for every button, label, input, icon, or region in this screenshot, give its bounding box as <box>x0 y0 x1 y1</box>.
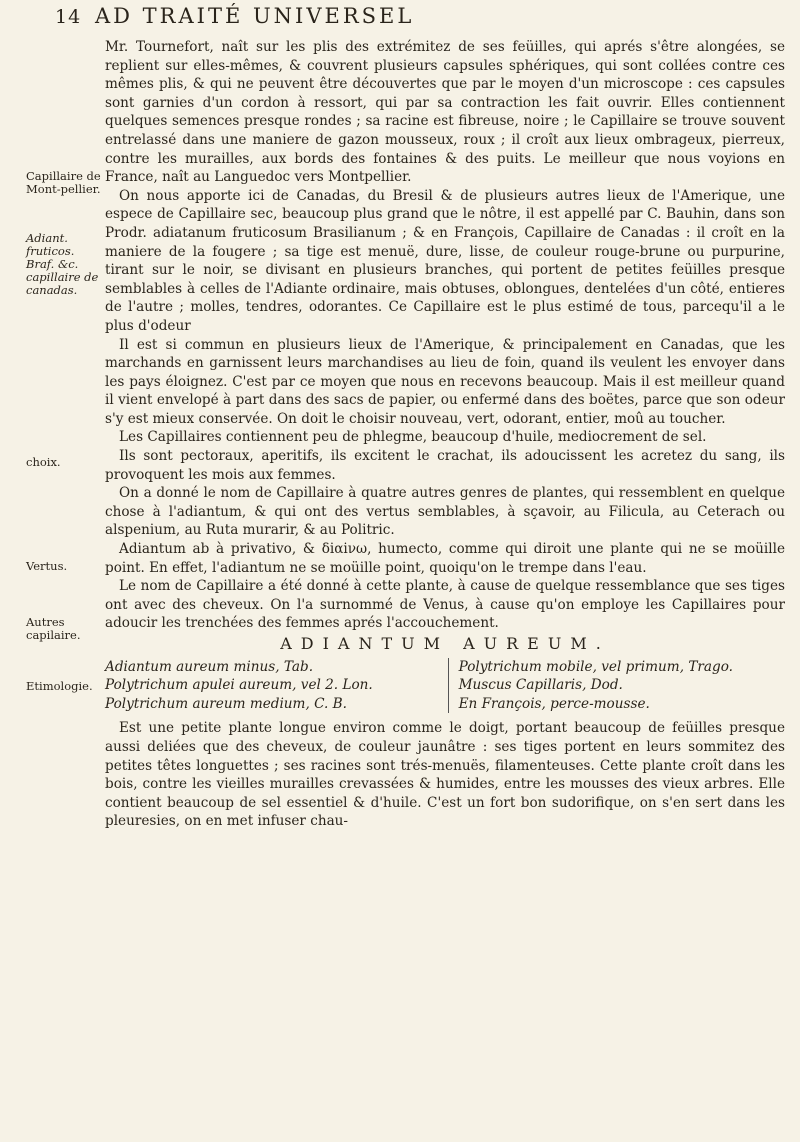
paragraph: Les Capillaires contiennent peu de phlegme, beaucoup d'huile, mediocrement de sel. <box>119 429 707 446</box>
paragraph: Le nom de Capillaire a été donné à cette plante, à cause de quelque ressemblance que ses tiges ont avec des cheveux. On l'a surnommé de Venus, à cause qu'on employe les Capillaires pour adoucir les trenchées des femmes aprés l'accouchement. <box>105 578 785 632</box>
synonym: En François, perce-mousse. <box>458 695 650 712</box>
synonyms <box>105 658 785 714</box>
page-header <box>55 4 775 34</box>
margin-note-autres: Autres capilaire. <box>26 615 81 642</box>
synonym: Muscus Capillaris, Dod. <box>458 677 623 694</box>
synonym: Adiantum aureum minus, Tab. <box>105 658 314 675</box>
closing-paragraph: Est une petite plante longue environ comme le doigt, portant beaucoup de feüilles presque aussi deliées que des cheveux, de couleur jaunâtre : ses tiges portent en leurs sommitez des petites têtes longuettes ; ses racines sont trés-menuës, filamenteuses. Cette plante croît dans les bois, contre les vieilles murailles crevassées & humides, entre les mousses des vieux arbres. Elle contient beaucoup de sel essentiel & d'huile. C'est un fort bon sudorifique, on s'en sert dans les pleuresies, on en met infuser chau- <box>105 720 785 830</box>
running-title: AD TRAITÉ UNIVERSEL <box>95 4 415 28</box>
margin-note-vertus: Vertus. <box>26 559 68 573</box>
section-title: ADIANTUM AUREUM. <box>280 634 610 653</box>
margin-note-adiantum-fruticosum: Adiant. fruticos. Braf. &c. capillaire de canadas. <box>26 231 99 297</box>
synonyms-right <box>448 658 785 714</box>
paragraph: On nous apporte ici de Canadas, du Bresil & de plusieurs autres lieux de l'Amerique, une espece de Capillaire sec, beaucoup plus grand que le nôtre, il est appellé par C. Bauhin, dans son Prodr. adiatanum fruticosum Brasilianum ; & en François, Capillaire de Canadas : il croît en la maniere de la fougere ; sa tige est menuë, dure, lisse, de couleur rouge-brune ou purpurine, tirant sur le noir, se divisant en plusieurs branches, qui portent de petites feüilles presque semblables à celles de l'Adiante ordinaire, mais obtuses, oblongues, dentelées d'un côté, entieres de l'autre ; molles, tendres, odorantes. Ce Capillaire est le plus estimé de tous, parcequ'il a le plus d'odeur <box>105 187 785 334</box>
synonyms-left <box>105 658 431 714</box>
paragraph: Ils sont pectoraux, aperitifs, ils excitent le crachat, ils adoucissent les acretez du sang, ils provoquent les mois aux femmes. <box>105 448 785 483</box>
page-number: 14 <box>55 6 82 28</box>
paragraph: On a donné le nom de Capillaire à quatre autres genres de plantes, qui ressemblent en quelque chose à l'adiantum, & qui ont des vertus semblables, à sçavoir, au Filicula, au Ceterach ou alspenium, au Ruta murarir, & au Politric. <box>105 485 785 539</box>
main-text <box>105 38 785 831</box>
synonym: Polytrichum aureum medium, C. B. <box>105 695 347 712</box>
paragraph: Adiantum ab à privativo, & δiαiνω, humecto, comme qui diroit une plante qui ne se moüille point. En effet, l'adiantum ne se moüille point, quoiqu'on le trempe dans l'eau. <box>105 541 785 576</box>
margin-note-etimologie: Etimologie. <box>26 679 93 693</box>
margin-note-capillaire-montpellier: Capillaire de Mont-pellier. <box>26 169 101 196</box>
paragraph: Il est si commun en plusieurs lieux de l'Amerique, & principalement en Canadas, que les marchands en garnissent leurs marchandises au lieu de foin, quand ils veulent les envoyer dans les pays éloignez. C'est par ce moyen que nous en recevons beaucoup. Mais il est meilleur quand il vient envelopé à part dans des sacs de papier, ou enfermé dans des boëtes, parce que son odeur s'y est mieux conservée. On doit le choisir nouveau, vert, odorant, entier, moû au toucher. <box>105 336 785 427</box>
paragraph: Mr. Tournefort, naît sur les plis des extrémitez de ses feüilles, qui aprés s'être alongées, se replient sur elles-mêmes, & couvrent plusieurs capsules sphériques, qui sont collées contre ces mêmes plis, & qui ne peuvent être découvertes que par le moyen d'un microscope : ces capsules sont garnies d'un cordon à ressort, qui par sa contraction les fait ouvrir. Elles contiennent quelques semences presque rondes ; sa racine est fibreuse, noire ; le Capillaire se trouve souvent entrelassé dans une maniere de gazon mousseux, roux ; il croît aux lieux ombrageux, pierreux, contre les murailles, aux bords des fontaines & des puits. Le meilleur que nous voyions en France, naît au Languedoc vers Montpellier. <box>105 39 785 186</box>
synonym: Polytrichum mobile, vel primum, Trago. <box>458 658 733 675</box>
margin-note-choix: choix. <box>26 455 61 469</box>
synonym: Polytrichum apulei aureum, vel 2. Lon. <box>105 677 373 694</box>
